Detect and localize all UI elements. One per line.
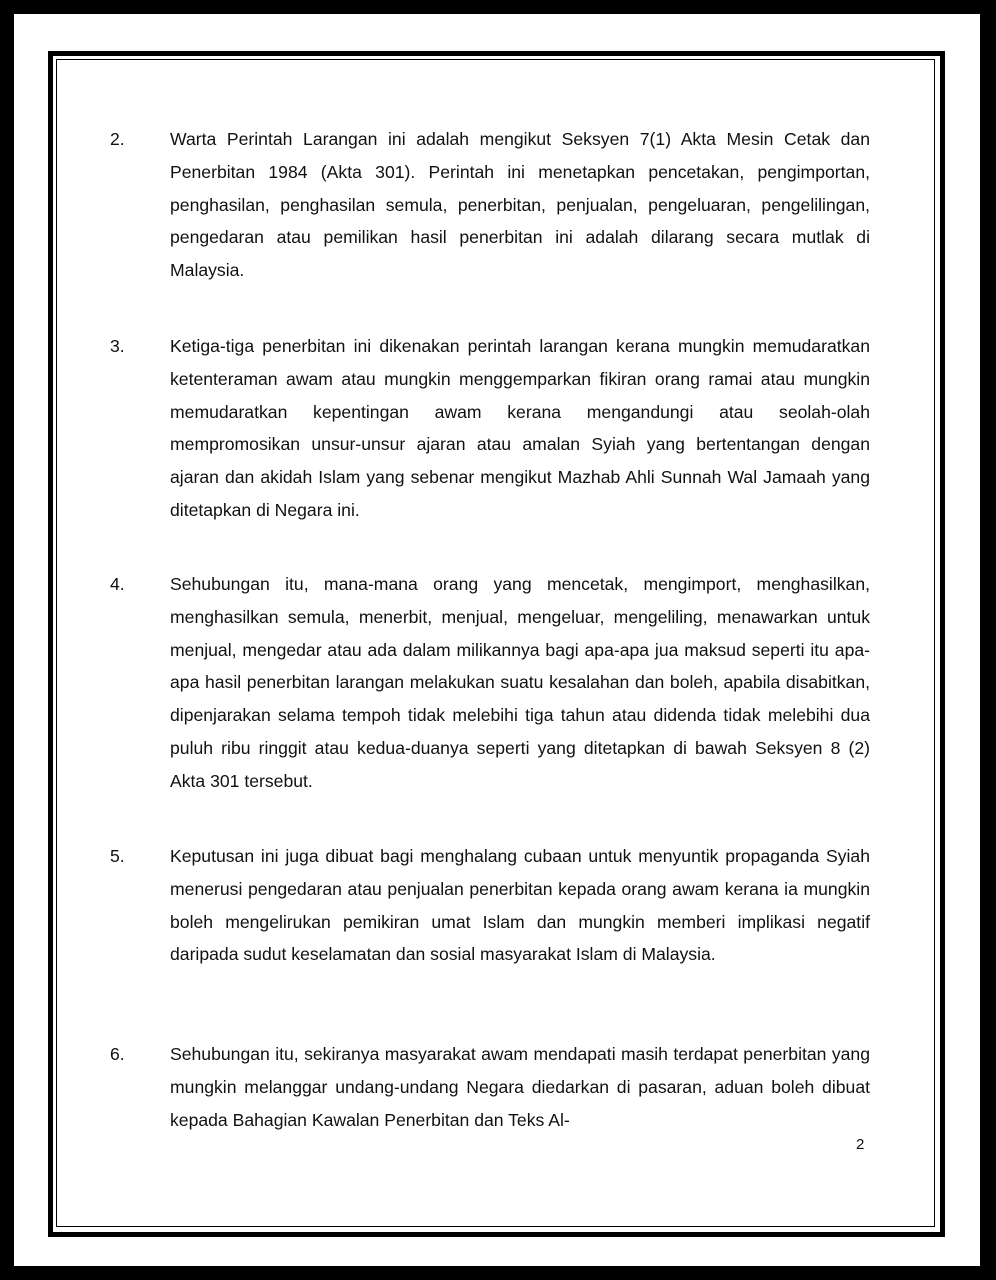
paragraph-number: 5. (110, 846, 125, 866)
paragraph-text: Keputusan ini juga dibuat bagi menghalang cubaan untuk menyuntik propaganda Syiah menerusi pengedaran atau penjualan penerbitan kepada orang awam kerana ia mungkin boleh mengelirukan pemikiran umat Islam dan mungkin memberi implikasi negatif daripada sudut keselamatan dan sosial masyarakat Islam di Malaysia. (170, 846, 870, 965)
document-page (14, 14, 980, 1266)
paragraph-number: 6. (110, 1044, 125, 1064)
paragraph-text: Ketiga-tiga penerbitan ini dikenakan perintah larangan kerana mungkin memudaratkan ketenteraman awam atau mungkin menggemparkan fikiran orang ramai atau mungkin memudaratkan kepentingan awam kerana mengandungi atau seolah-olah mempromosikan unsur-unsur ajaran atau amalan Syiah yang bertentangan dengan ajaran dan akidah Islam yang sebenar mengikut Mazhab Ahli Sunnah Wal Jamaah yang ditetapkan di Negara ini. (170, 336, 870, 520)
paragraph-number: 3. (110, 336, 125, 356)
page-number: 2 (856, 1136, 865, 1153)
paragraph-text: Sehubungan itu, sekiranya masyarakat awam mendapati masih terdapat penerbitan yang mungkin melanggar undang-undang Negara diedarkan di pasaran, aduan boleh dibuat kepada Bahagian Kawalan Penerbitan dan Teks Al- (170, 1044, 870, 1130)
paragraph-2 (110, 123, 870, 287)
paragraph-3 (110, 330, 870, 527)
paragraph-6 (110, 1038, 870, 1136)
paragraph-number: 4. (110, 574, 125, 594)
paragraph-5 (110, 840, 870, 971)
paragraph-4 (110, 568, 870, 798)
paragraph-number: 2. (110, 129, 125, 149)
paragraph-text: Sehubungan itu, mana-mana orang yang mencetak, mengimport, menghasilkan, menghasilkan semula, menerbit, menjual, mengeluar, mengeliling, menawarkan untuk menjual, mengedar atau ada dalam milikannya bagi apa-apa jua maksud seperti itu apa-apa hasil penerbitan larangan melakukan suatu kesalahan dan boleh, apabila disabitkan, dipenjarakan selama tempoh tidak melebihi tiga tahun atau didenda tidak melebihi dua puluh ribu ringgit atau kedua-duanya seperti yang ditetapkan di bawah Seksyen 8 (2) Akta 301 tersebut. (170, 574, 870, 791)
paragraph-text: Warta Perintah Larangan ini adalah mengikut Seksyen 7(1) Akta Mesin Cetak dan Penerbitan 1984 (Akta 301). Perintah ini menetapkan pencetakan, pengimportan, penghasilan, penghasilan semula, penerbitan, penjualan, pengeluaran, pengelilingan, pengedaran atau pemilikan hasil penerbitan ini adalah dilarang secara mutlak di Malaysia. (170, 129, 870, 281)
